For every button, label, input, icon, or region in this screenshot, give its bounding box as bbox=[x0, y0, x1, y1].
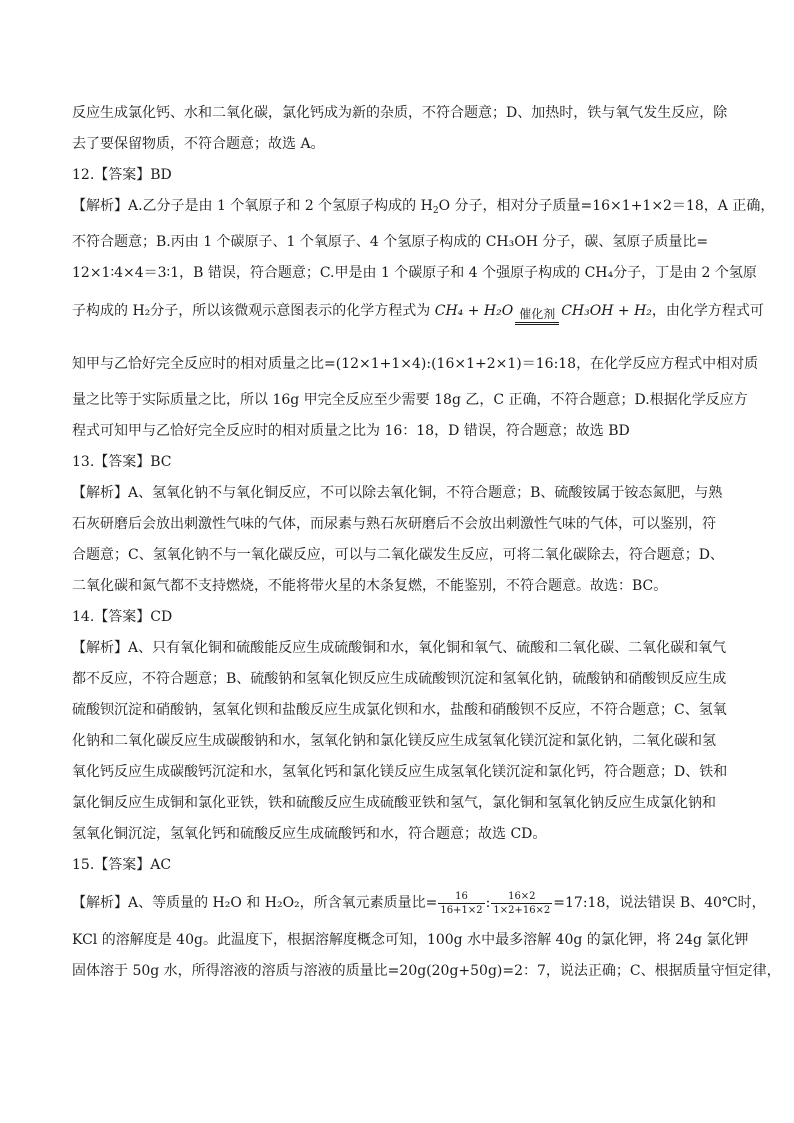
subscript-2: 2 bbox=[432, 206, 439, 216]
q13-answer-heading: 13.【答案】BC bbox=[72, 454, 172, 470]
q12-analysis-line: 不符合题意；B.丙由 1 个碳原子、1 个氧原子、4 个氢原子构成的 CH₃OH 分子，碳、氢原子质量比= bbox=[72, 234, 709, 250]
equation-products: CH₃OH + H₂ bbox=[561, 303, 652, 319]
q15-analysis-line: 固体溶于 50g 水，所得溶液的溶质与溶液的质量比=20g(20g+50g)=2：7，说法正确；C、根据质量守恒定律， bbox=[72, 963, 781, 979]
q14-analysis-line: 都不反应，不符合题意；B、硫酸钠和氢氧化钡反应生成硫酸钡沉淀和氢氧化钠，硫酸钠和硝酸钡反应生成 bbox=[72, 671, 727, 687]
q13-analysis-line: 合题意；C、氢氧化钠不与一氧化碳反应，可以与二氧化碳发生反应，可将二氧化碳除去，符合题意；D、 bbox=[72, 547, 724, 563]
q13-analysis-line: 石灰研磨后会放出刺激性气味的气体，而尿素与熟石灰研磨后不会放出刺激性气味的气体，可以鉴别，符 bbox=[72, 516, 716, 532]
q14-analysis-line: 氢氧化铜沉淀，氢氧化钙和硫酸反应生成硫酸钙和水，符合题意；故选 CD。 bbox=[72, 826, 547, 842]
catalyst-label: 催化剂 bbox=[515, 307, 559, 325]
q14-analysis-line: 氯化铜反应生成铜和氯化亚铁，铁和硫酸反应生成硫酸亚铁和氢气，氯化铜和氢氧化钠反应生成氯化钠和 bbox=[72, 795, 716, 811]
q15-analysis-text: 【解析】A、等质量的 H₂O 和 H₂O₂，所含氧元素质量比= bbox=[72, 895, 438, 911]
q14-analysis-line: 化钠和二氧化碳反应生成碳酸钠和水，氢氧化钠和氯化镁反应生成氢氧化镁沉淀和氯化钠，二氧化碳和氢 bbox=[72, 733, 716, 749]
q12-equation-line bbox=[72, 289, 764, 333]
q14-answer-heading: 14.【答案】CD bbox=[72, 609, 173, 625]
q15-analysis-line: KCl 的溶解度是 40g。此温度下，根据溶解度概念可知，100g 水中最多溶解 40g 的氯化钾，将 24g 氯化钾 bbox=[72, 932, 749, 948]
text-line: 反应生成氯化钙、水和二氧化碳，氯化钙成为新的杂质，不符合题意；D、加热时，铁与氧气发生反应，除 bbox=[72, 105, 728, 121]
fraction-numerator: 16 bbox=[438, 890, 484, 904]
text-line: 去了要保留物质，不符合题意；故选 A。 bbox=[72, 136, 325, 152]
q14-analysis-line: 【解析】A、只有氧化铜和硫酸能反应生成硫酸铜和水，氧化铜和氧气、硫酸和二氧化碳、二氧化碳和氧气 bbox=[72, 640, 727, 656]
q12-analysis-line bbox=[72, 191, 775, 227]
q12-analysis-line: 程式可知甲与乙恰好完全反应时的相对质量之比为 16：18，D 错误，符合题意；故选 BD bbox=[72, 423, 630, 439]
q12-analysis-line: 量之比等于实际质量之比，所以 16g 甲完全反应至少需要 18g 乙，C 正确，不符合题意；D.根据化学反应方 bbox=[72, 392, 748, 408]
q12-analysis-text: O 分子，相对分子质量=16×1+1×2＝18，A 正确， bbox=[438, 198, 775, 214]
q12-analysis-text: ，由化学方程式可 bbox=[651, 303, 764, 319]
q14-analysis-line: 氧化钙反应生成碳酸钙沉淀和水，氢氧化钙和氯化镁反应生成氢氧化镁沉淀和氯化钙，符合题意；D、铁和 bbox=[72, 764, 728, 780]
q15-fraction-line bbox=[72, 881, 766, 925]
fraction bbox=[438, 890, 484, 917]
q15-analysis-text: =17:18，说法错误 B、40℃时， bbox=[553, 895, 766, 911]
q14-analysis-line: 硫酸钡沉淀和硝酸钠，氢氧化钡和盐酸反应生成氯化钡和水，盐酸和硝酸钡不反应，不符合题意；C、氢氧 bbox=[72, 702, 727, 718]
q12-analysis-line: 12×1∶4×4＝3∶1，B 错误，符合题意；C.甲是由 1 个碳原子和 4 个强原子构成的 CH₄分子，丁是由 2 个氢原 bbox=[72, 265, 757, 281]
q13-analysis-line: 【解析】A、氢氧化钠不与氧化铜反应，不可以除去氧化铜，不符合题意；B、硫酸铵属于铵态氮肥，与熟 bbox=[72, 485, 723, 501]
fraction-numerator: 16×2 bbox=[491, 890, 552, 904]
q15-answer-heading: 15.【答案】AC bbox=[72, 857, 172, 873]
equation-reactants: CH₄ + H₂O bbox=[434, 303, 514, 319]
q12-analysis-line: 知甲与乙恰好完全反应时的相对质量之比=(12×1+1×4):(16×1+2×1)＝16:18，在化学反应方程式中相对质 bbox=[72, 356, 759, 372]
ratio-colon: : bbox=[485, 895, 491, 911]
fraction-denominator: 1×2+16×2 bbox=[493, 904, 551, 916]
answer-explanations bbox=[72, 98, 781, 987]
q13-analysis-line: 二氧化碳和氮气都不支持燃烧，不能将带火星的木条复燃，不能鉴别，不符合题意。故选：BC。 bbox=[72, 578, 668, 594]
q12-analysis-text: 【解析】A.乙分子是由 1 个氧原子和 2 个氢原子构成的 H bbox=[72, 198, 433, 214]
fraction-denominator: 16+1×2 bbox=[440, 904, 483, 916]
equation-arrow bbox=[515, 307, 559, 333]
fraction bbox=[491, 890, 552, 917]
q12-analysis-text: 子构成的 H₂分子，所以该微观示意图表示的化学方程式为 bbox=[72, 303, 431, 319]
q12-answer-heading: 12.【答案】BD bbox=[72, 167, 172, 183]
